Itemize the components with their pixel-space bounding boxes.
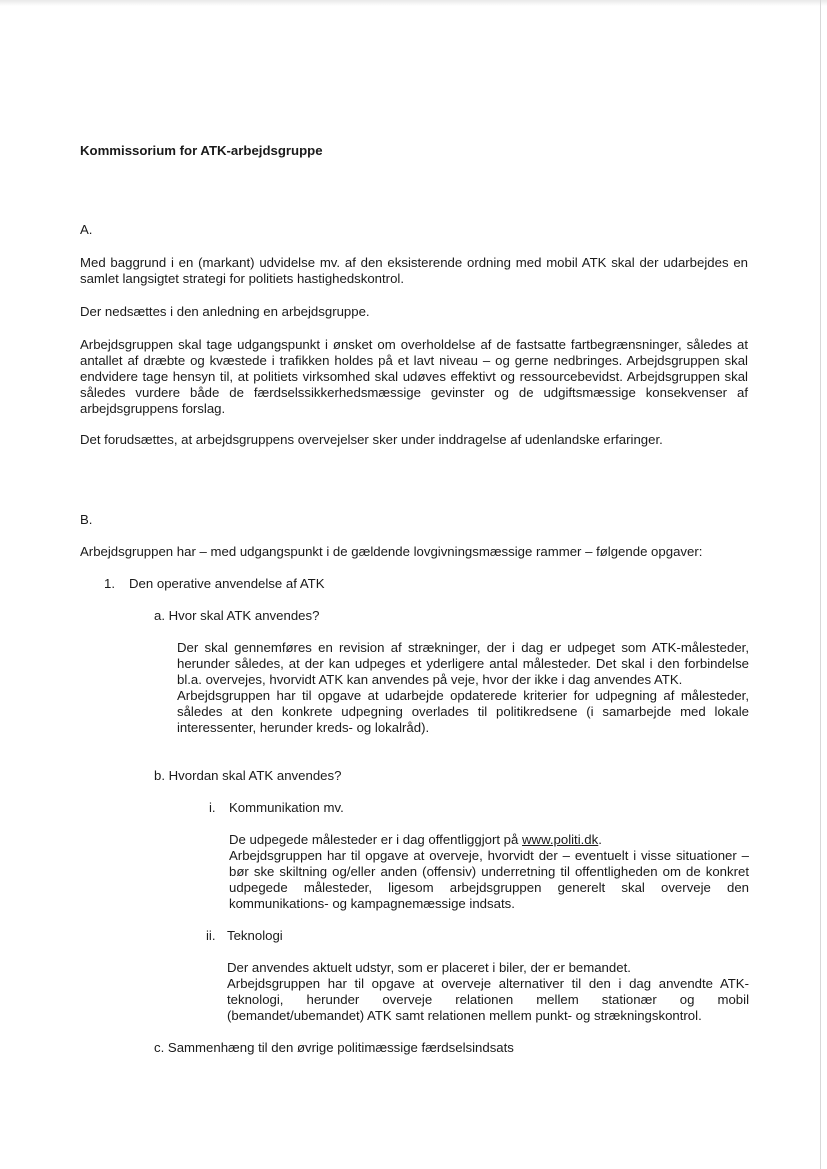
sub-a-body: [177, 640, 749, 736]
sub-b-i-text-1-prefix: De udpegede målesteder er i dag offentliggjort på: [229, 832, 523, 847]
sub-b-i-body: [229, 832, 749, 912]
sub-a-text-2: Arbejdsgruppen har til opgave at udarbejde opdaterede kriterier for udpegning af målesteder, således at den konkrete udpegning overlades til politikredsene (i samarbejde med lokale interessenter, herunder kreds- og lokalråd).: [177, 688, 749, 735]
sub-b-i-numeral: i.: [209, 800, 216, 815]
sub-b-i-text-2: Arbejdsgruppen har til opgave at overveje, hvorvidt der – eventuelt i visse situationer – bør ske skiltning og/eller anden (offensiv) underretning til offentligheden om de konkret udpegede målesteder, ligesom arbejdsgruppen generelt skal overveje den kommunikations- og kampagnemæssige indsats.: [229, 848, 749, 911]
section-a-paragraph-3: Arbejdsgruppen skal tage udgangspunkt i ønsket om overholdelse af de fastsatte fartbegrænsninger, således at antallet af dræbte og kvæstede i trafikken holdes på et lavt niveau – og gerne nedbringes. Arbejdsgruppen skal endvidere tage hensyn til, at politiets virksomhed skal udøves effektivt og ressourcebevidst. Arbejdsgruppen skal således vurdere både de færdselssikkerhedsmæssige gevinster og de udgiftsmæssige konsekvenser af arbejdsgruppens forslag.: [80, 337, 748, 416]
sub-b-ii-text-1: Der anvendes aktuelt udstyr, som er placeret i biler, der er bemandet.: [227, 960, 631, 975]
section-b-intro: Arbejdsgruppen har – med udgangspunkt i de gældende lovgivningsmæssige rammer – følgende opgaver:: [80, 544, 703, 559]
politi-website-link[interactable]: www.politi.dk: [522, 832, 599, 847]
sub-b-i-label: Kommunikation mv.: [229, 800, 344, 815]
section-a-paragraph-4: Det forudsættes, at arbejdsgruppens overvejelser sker under inddragelse af udenlandske erfaringer.: [80, 432, 663, 447]
section-a-paragraph-2: Der nedsættes i den anledning en arbejdsgruppe.: [80, 304, 370, 319]
sub-b-i-text-1-suffix: .: [598, 832, 602, 847]
sub-a-text-1: Der skal gennemføres en revision af strækninger, der i dag er udpeget som ATK-målesteder, herunder således, at der kan udpeges et yderligere antal målesteder. Det skal i den forbindelse bl.a. overvejes, hvorvidt ATK kan anvendes på veje, hvor der ikke i dag anvendes ATK.: [177, 640, 749, 687]
sub-c-label: c. Sammenhæng til den øvrige politimæssige færdselsindsats: [154, 1040, 514, 1055]
section-a-heading: A.: [80, 222, 93, 237]
item-1-label: Den operative anvendelse af ATK: [129, 576, 325, 591]
sub-b-ii-text-2: Arbejdsgruppen har til opgave at overveje alternativer til den i dag anvendte ATK-teknologi, herunder overveje relationen mellem stationær og mobil (bemandet/ubemandet) ATK samt relationen mellem punkt- og strækningskontrol.: [227, 976, 749, 1023]
scan-top-edge: [0, 0, 827, 6]
sub-b-ii-numeral: ii.: [206, 928, 216, 943]
sub-b-i-text-1: [229, 832, 749, 848]
sub-b-ii-body: [227, 960, 749, 1024]
item-1-number: 1.: [104, 576, 115, 591]
section-b-heading: B.: [80, 512, 93, 527]
scan-right-edge: [820, 0, 821, 1169]
document-title: Kommissorium for ATK-arbejdsgruppe: [80, 143, 323, 158]
section-a-paragraph-1: Med baggrund i en (markant) udvidelse mv. af den eksisterende ordning med mobil ATK skal der udarbejdes en samlet langsigtet strategi for politiets hastighedskontrol.: [80, 255, 748, 286]
sub-b-ii-label: Teknologi: [227, 928, 283, 943]
sub-b-label: b. Hvordan skal ATK anvendes?: [154, 768, 342, 783]
sub-a-label: a. Hvor skal ATK anvendes?: [154, 608, 320, 623]
